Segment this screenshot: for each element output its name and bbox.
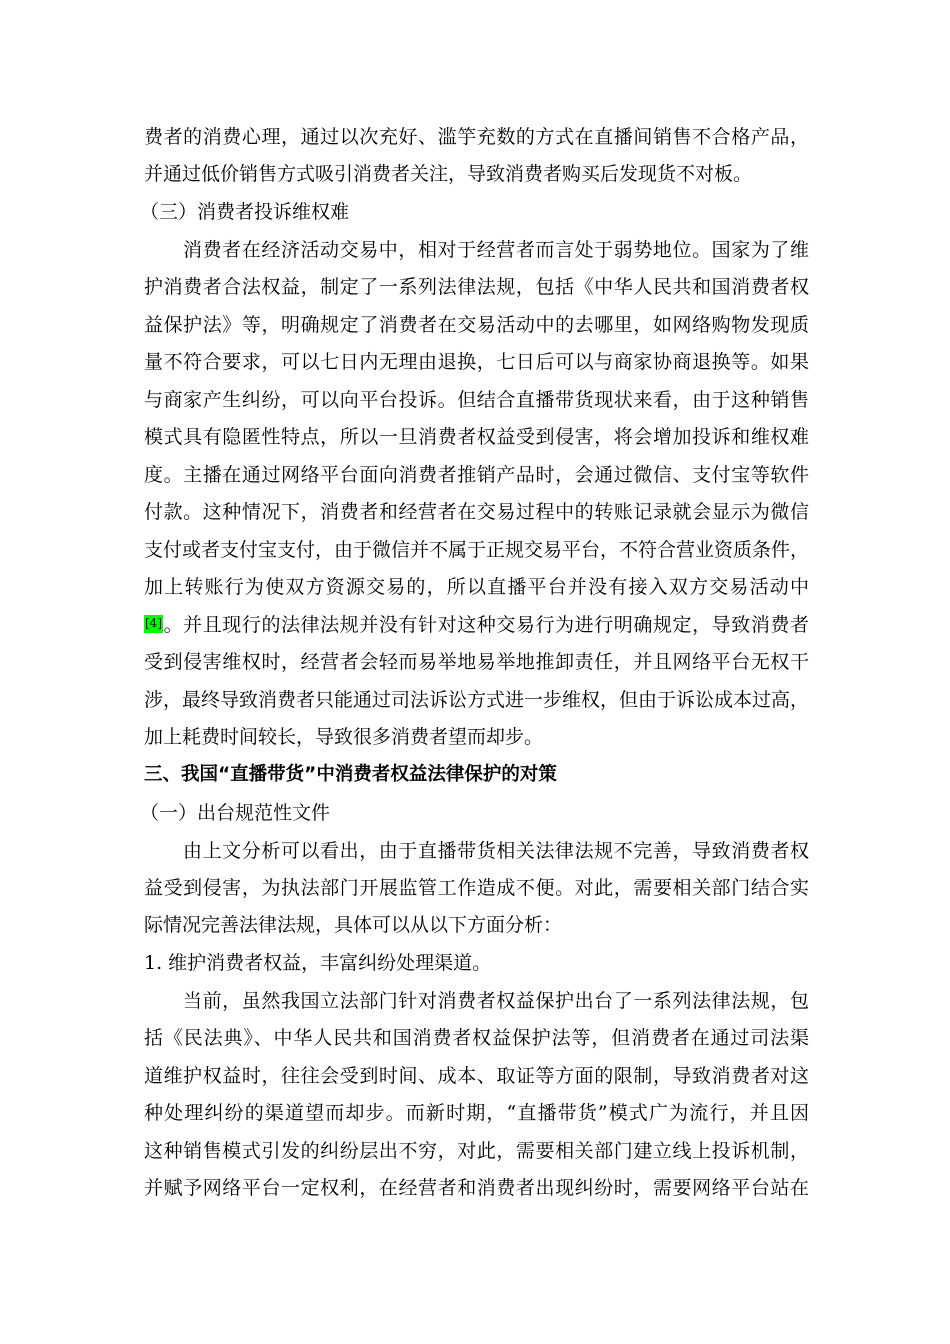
paragraph-line: 由上文分析可以看出，由于直播带货相关法律法规不完善，导致消费者权 — [183, 840, 809, 862]
paragraph-line: 消费者在经济活动交易中，相对于经营者而言处于弱势地位。国家为了维 — [183, 239, 809, 261]
paragraph-line: 际情况完善法律法规，具体可以从以下方面分析： — [144, 914, 563, 936]
section-subheading: （三）消费者投诉维权难 — [140, 201, 350, 223]
paragraph-line: 益保护法》等，明确规定了消费者在交易活动中的去哪里，如网络购物发现质 — [144, 314, 809, 336]
paragraph-line: 支付或者支付宝支付，由于微信并不属于正规交易平台，不符合营业资质条件， — [144, 539, 810, 561]
citation-marker[interactable]: [4] — [144, 615, 163, 633]
section-subheading: （一）出台规范性文件 — [140, 802, 331, 824]
paragraph-line: 道维护权益时，往往会受到时间、成本、取证等方面的限制，导致消费者对这 — [144, 1065, 809, 1087]
paragraph-line: 受到侵害维权时，经营者会轻而易举地易举地推卸责任，并且网络平台无权干 — [144, 651, 809, 673]
paragraph-line: 加上转账行为使双方资源交易的，所以直播平台并没有接入双方交易活动中 — [144, 576, 809, 598]
paragraph-line: 括《民法典》、中华人民共和国消费者权益保护法等，但消费者在通过司法渠 — [144, 1027, 809, 1049]
paragraph-line-text: 。并且现行的法律法规并没有针对这种交易行为进行明确规定，导致消费者 — [163, 614, 809, 636]
paragraph-line: 并赋予网络平台一定权利，在经营者和消费者出现纠纷时，需要网络平台站在 — [144, 1177, 809, 1199]
paragraph-line: 益受到侵害，为执法部门开展监管工作造成不便。对此，需要相关部门结合实 — [144, 877, 809, 899]
paragraph-line: 与商家产生纠纷，可以向平台投诉。但结合直播带货现状来看，由于这种销售 — [144, 389, 809, 411]
paragraph-line: 种处理纠纷的渠道望而却步。而新时期，“直播带货”模式广为流行，并且因 — [144, 1102, 809, 1124]
paragraph-line: 涉，最终导致消费者只能通过司法诉讼方式进一步维权，但由于诉讼成本过高， — [144, 689, 810, 711]
paragraph-line: 模式具有隐匿性特点，所以一旦消费者权益受到侵害，将会增加投诉和维权难 — [144, 426, 809, 448]
paragraph-line: 费者的消费心理，通过以次充好、滥竽充数的方式在直播间销售不合格产品， — [144, 126, 809, 148]
paragraph-line: 量不符合要求，可以七日内无理由退换，七日后可以与商家协商退换等。如果 — [144, 351, 809, 373]
paragraph-line: 这种销售模式引发的纠纷层出不穷，对此，需要相关部门建立线上投诉机制， — [144, 1140, 809, 1162]
paragraph-line: 度。主播在通过网络平台面向消费者推销产品时，会通过微信、支付宝等软件 — [144, 464, 809, 486]
paragraph-line: 加上耗费时间较长，导致很多消费者望而却步。 — [144, 726, 544, 748]
paragraph-line: 当前，虽然我国立法部门针对消费者权益保护出台了一系列法律法规，包 — [183, 990, 809, 1012]
paragraph-line-with-citation — [144, 611, 809, 639]
paragraph-line: 并通过低价销售方式吸引消费者关注，导致消费者购买后发现货不对板。 — [144, 163, 753, 185]
paragraph-line: 护消费者合法权益，制定了一系列法律法规，包括《中华人民共和国消费者权 — [144, 276, 809, 298]
paragraph-line: 付款。这种情况下，消费者和经营者在交易过程中的转账记录就会显示为微信 — [144, 501, 809, 523]
numbered-item-heading: 1. 维护消费者权益，丰富纠纷处理渠道。 — [144, 952, 492, 974]
section-heading: 三、我国“直播带货”中消费者权益法律保护的对策 — [144, 764, 557, 785]
